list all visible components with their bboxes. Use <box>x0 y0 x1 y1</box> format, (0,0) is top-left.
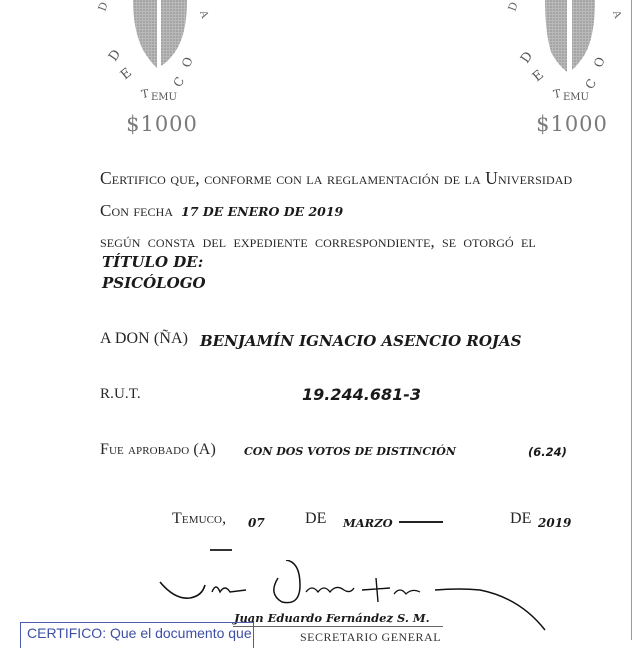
rut-label: R.U.T. <box>100 386 141 402</box>
signer-name: Juan Eduardo Fernández S. M. <box>234 611 430 625</box>
fill-dash <box>210 549 232 551</box>
svg-text:D: D <box>105 47 125 65</box>
certification-statement: Certifico que, conforme con la reglamentación de la Universidad <box>100 168 573 188</box>
recipient-label: A DON (ÑA) <box>100 330 189 347</box>
grant-date-row <box>100 201 343 221</box>
issue-date-connector: DE <box>510 510 532 527</box>
svg-text:D: D <box>95 0 111 14</box>
grant-date-value: 17 DE ENERO DE 2019 <box>181 204 344 219</box>
svg-text:T: T <box>552 86 562 101</box>
degree-label: TÍTULO DE: <box>102 253 204 271</box>
svg-text:C: C <box>170 74 188 90</box>
svg-text:E: E <box>529 67 547 86</box>
svg-text:EMU: EMU <box>563 92 589 103</box>
svg-text:O: O <box>179 55 196 69</box>
degree-value: PSICÓLOGO <box>102 274 206 292</box>
approval-value: CON DOS VOTOS DE DISTINCIÓN <box>244 445 456 458</box>
university-seal-left <box>95 0 225 150</box>
signature-rule <box>233 626 443 627</box>
issue-year: 2019 <box>538 516 572 530</box>
svg-text:EMU: EMU <box>151 92 177 103</box>
issue-day: 07 <box>248 516 265 530</box>
grant-date-label: Con fecha <box>100 201 174 220</box>
issue-date-connector: DE <box>305 510 327 527</box>
shield-emblem-icon <box>505 0 635 110</box>
stamp-amount: $1000 <box>536 112 608 136</box>
certification-stamp: CERTIFICO: Que el documento que <box>20 622 254 648</box>
shield-emblem-icon <box>95 0 225 110</box>
svg-text:C: C <box>582 76 600 92</box>
svg-text:D: D <box>505 0 521 14</box>
stamp-amount: $1000 <box>126 112 198 136</box>
issue-city: Temuco, <box>172 510 227 527</box>
signer-title: SECRETARIO GENERAL <box>300 630 442 644</box>
svg-text:E: E <box>117 65 135 84</box>
record-statement: según consta del expediente correspondiente, se otorgó el <box>100 232 536 251</box>
svg-text:A: A <box>197 9 210 20</box>
rut-value: 19.244.681-3 <box>302 385 421 404</box>
month-fill-line <box>399 521 443 523</box>
svg-text:A: A <box>610 9 623 20</box>
svg-text:D: D <box>517 49 537 67</box>
svg-text:O: O <box>591 55 608 69</box>
grade-value: (6.24) <box>528 445 567 459</box>
issue-month: MARZO <box>343 516 393 530</box>
university-seal-right <box>505 0 635 150</box>
approval-label: Fue aprobado (A) <box>100 441 216 458</box>
recipient-name: BENJAMÍN IGNACIO ASENCIO ROJAS <box>200 332 522 350</box>
svg-text:T: T <box>140 86 150 101</box>
